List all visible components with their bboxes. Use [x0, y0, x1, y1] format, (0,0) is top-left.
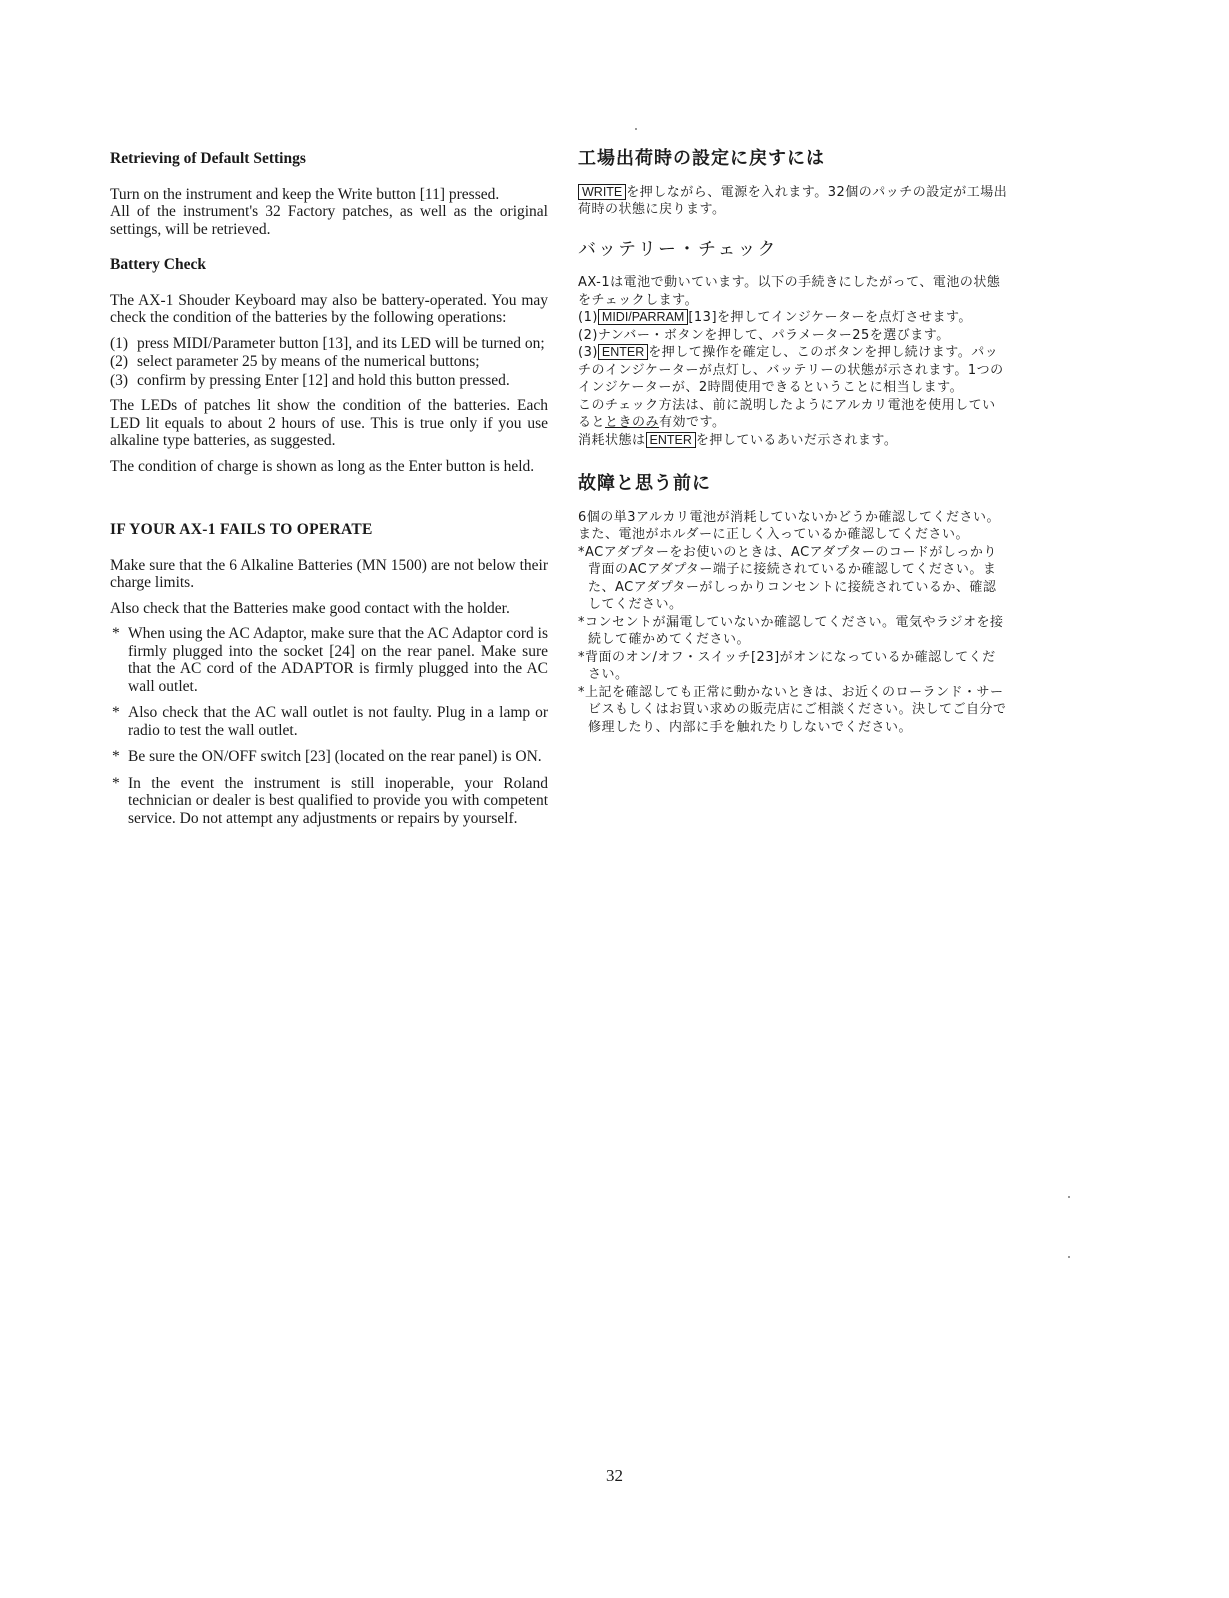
- battery-intro: The AX-1 Shouder Keyboard may also be battery-operated. You may check the condition of the batteries by the following operations:: [110, 291, 548, 326]
- japanese-column: [578, 150, 1008, 736]
- battery-step-3: (3) confirm by pressing Enter [12] and hold this button pressed.: [110, 371, 510, 389]
- jp-heading-fails: 故障と思う前に: [578, 473, 711, 494]
- jp-heading-battery-check: バッテリー・チェック: [578, 238, 778, 260]
- jp-battery-intro: AX-1は電池で動いています。以下の手続きにしたがって、電池の状態をチェックします。: [578, 275, 1001, 308]
- enter-key-label-2: ENTER: [646, 432, 696, 448]
- battery-steps: [110, 335, 548, 390]
- battery-step-1: (1) press MIDI/Parameter button [13], and its LED will be turned on;: [110, 334, 545, 352]
- jp-fails-p2: また、電池がホルダーに正しく入っているか確認してください。: [578, 527, 969, 542]
- jp-battery-step-3: (3) ENTER を押して操作を確定し、このボタンを押し続けます。パッチのインジケーターが点灯し、バッテリーの状態が示されます。1つのインジケーターが、2時間使用できるということに相当します。: [578, 345, 1004, 395]
- page-number: 32: [606, 1466, 623, 1485]
- default-settings-p1: Turn on the instrument and keep the Write button [11] pressed.: [110, 185, 500, 203]
- battery-step-2: (2) select parameter 25 by means of the numerical buttons;: [110, 353, 480, 370]
- jp-fails-bullet-4: *上記を確認しても正常に動かないときは、お近くのローランド・サービスもしくはお買い求めの販売店にご相談ください。決してご自分で修理したり、内部に手を触れたりしないでください。: [578, 684, 1007, 735]
- jp-fails-bullet-2: *コンセントが漏電していないか確認してください。電気やラジオを接続して確かめてください。: [578, 614, 1004, 647]
- scan-speck: [1068, 1256, 1070, 1258]
- fails-bullet-2: * Also check that the AC wall outlet is not faulty. Plug in a lamp or radio to test the wall outlet.: [110, 704, 548, 739]
- jp-fails-bullet-1: *ACアダプターをお使いのときは、ACアダプターのコードがしっかり背面のACアダプター端子に接続されているか確認してください。また、ACアダプターがしっかりコンセントに接続されているか、確認してください。: [578, 544, 997, 612]
- enter-key-label: ENTER: [598, 344, 648, 360]
- fails-p1: Make sure that the 6 Alkaline Batteries (MN 1500) are not below their charge limits.: [110, 556, 548, 591]
- midi-param-key-label: MIDI/PARRAM: [598, 309, 688, 325]
- jp-fails-p1: 6個の単3アルカリ電池が消耗していないかどうか確認してください。: [578, 509, 1001, 525]
- jp-heading-default-settings: 工場出荷時の設定に戻すには: [578, 148, 825, 169]
- jp-battery-consume: 消耗状態は ENTER を押しているあいだ示されます。: [578, 432, 898, 448]
- scan-speck: [1068, 1196, 1070, 1198]
- jp-battery-step-2: (2)ナンバー・ボタンを押して、パラメーター25を選びます。: [578, 327, 950, 343]
- fails-bullets: [110, 625, 548, 827]
- heading-battery-check: Battery Check: [110, 256, 206, 273]
- battery-charge-text: The condition of charge is shown as long as the Enter button is held.: [110, 457, 535, 475]
- fails-p2: Also check that the Batteries make good contact with the holder.: [110, 599, 510, 617]
- fails-bullet-4: * In the event the instrument is still inoperable, your Roland technician or dealer is best qualified to provide you with competent service. Do not attempt any adjustments or repairs by yourself.: [110, 775, 548, 828]
- scan-speck: [635, 128, 637, 130]
- fails-bullet-1: * When using the AC Adaptor, make sure that the AC Adaptor cord is firmly plugged into the socket [24] on the rear panel. Make sure that the AC cord of the ADAPTOR is firmly plugged into the AC wall outlet.: [110, 625, 548, 695]
- fails-bullet-3: * Be sure the ON/OFF switch [23] (located on the rear panel) is ON.: [110, 748, 548, 766]
- jp-default-settings-text: WRITE を押しながら、電源を入れます。32個のパッチの設定が工場出荷時の状態に戻ります。: [578, 184, 1008, 217]
- heading-fails: IF YOUR AX-1 FAILS TO OPERATE: [110, 521, 373, 538]
- english-column: [110, 150, 548, 836]
- battery-leds-text: The LEDs of patches lit show the condition of the batteries. Each LED lit equals to about 2 hours of use. This is true only if you use alkaline type batteries, as suggested.: [110, 397, 548, 449]
- jp-battery-step-1: (1) MIDI/PARRAM [13]を押してインジケーターを点灯させます。: [578, 310, 972, 325]
- write-key-label: WRITE: [578, 184, 626, 200]
- default-settings-p2: All of the instrument's 32 Factory patches, as well as the original settings, will be retrieved.: [110, 203, 548, 238]
- heading-default-settings: Retrieving of Default Settings: [110, 150, 306, 167]
- jp-fails-bullet-3: *背面のオン/オフ・スイッチ[23]がオンになっているか確認してください。: [578, 649, 996, 682]
- jp-battery-note: このチェック方法は、前に説明したようにアルカリ電池を使用しているとときのみ有効です。: [578, 397, 996, 430]
